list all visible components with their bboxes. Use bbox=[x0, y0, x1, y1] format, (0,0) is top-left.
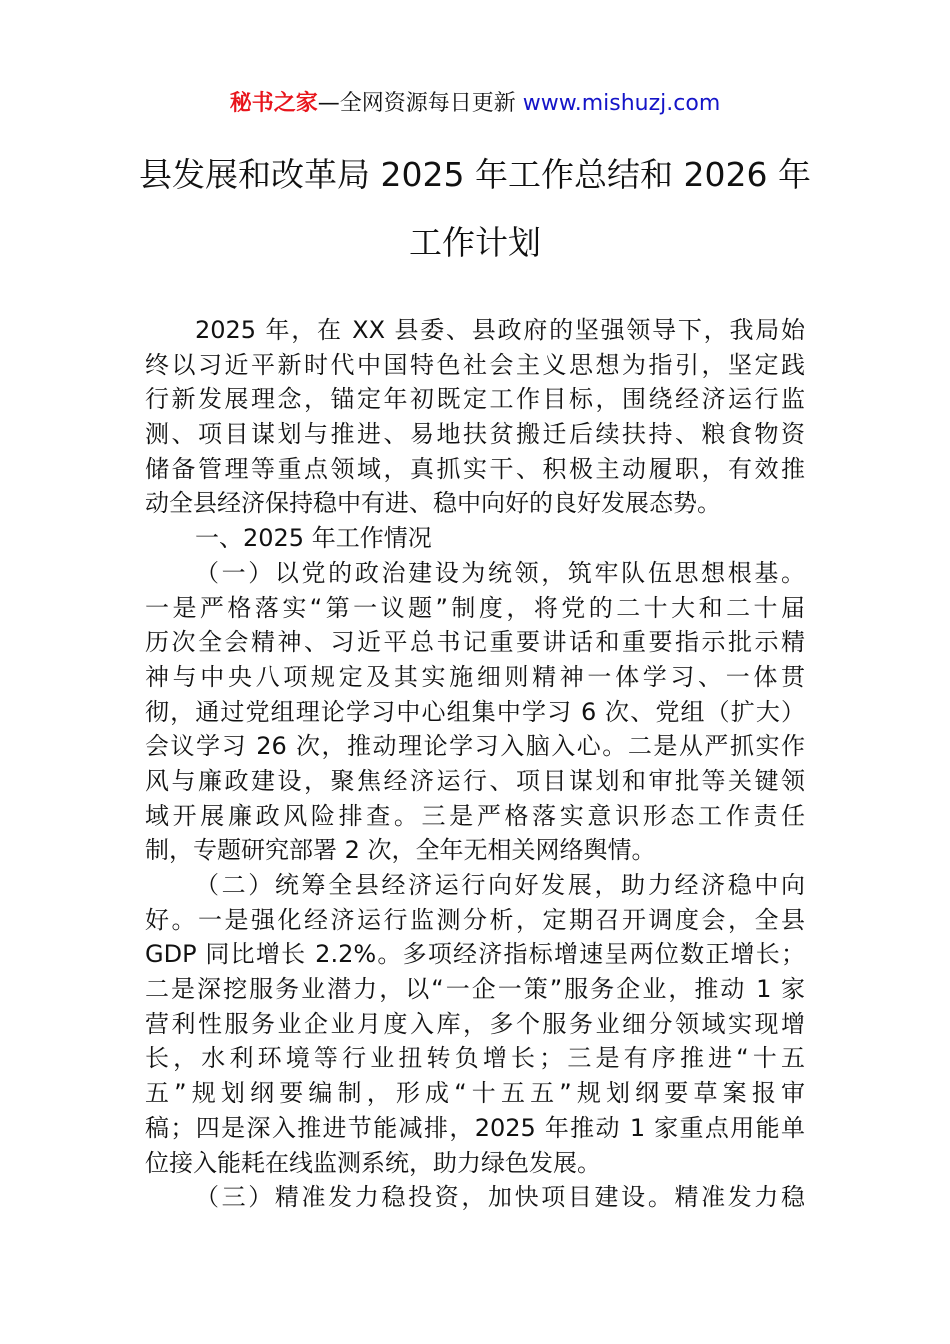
body-text-line: 动全县经济保持稳中有进、稳中向好的良好发展态势。 bbox=[145, 489, 721, 518]
body-text-line: 五”规划纲要编制，形成“十五五”规划纲要草案报审 bbox=[145, 1079, 805, 1108]
body-text-line: 域开展廉政风险排查。三是严格落实意识形态工作责任 bbox=[145, 801, 805, 830]
body-text-line: GDP 同比增长 2.2%。多项经济指标增速呈两位数正增长； bbox=[145, 940, 805, 969]
body-text-line: 历次全会精神、习近平总书记重要讲话和重要指示批示精 bbox=[145, 628, 805, 657]
body-text-line: 神与中央八项规定及其实施细则精神一体学习、一体贯 bbox=[145, 662, 805, 691]
title-line-2: 工作计划 bbox=[409, 223, 541, 262]
title-line-1: 县发展和改革局 2025 年工作总结和 2026 年 bbox=[139, 155, 811, 194]
body-text-line: 终以习近平新时代中国特色社会主义思想为指引，坚定践 bbox=[145, 350, 805, 379]
body-text-line: 彻，通过党组理论学习中心组集中学习 6 次、党组（扩大） bbox=[145, 697, 805, 726]
body-text-line: 会议学习 26 次，推动理论学习入脑入心。二是从严抓实作 bbox=[145, 732, 805, 761]
body-text-line: 测、项目谋划与推进、易地扶贫搬迁后续扶持、粮食物资 bbox=[145, 420, 805, 449]
document-title bbox=[0, 141, 950, 277]
body-text-line: 风与廉政建设，聚焦经济运行、项目谋划和审批等关键领 bbox=[145, 766, 805, 795]
site-url-link[interactable]: www.mishuzj.com bbox=[522, 91, 721, 116]
site-banner bbox=[0, 88, 950, 120]
body-text-line: 制，专题研究部署 2 次，全年无相关网络舆情。 bbox=[145, 836, 656, 865]
body-text-line: 位接入能耗在线监测系统，助力绿色发展。 bbox=[145, 1148, 601, 1177]
brand-name: 秘书之家 bbox=[229, 91, 318, 116]
body-text-line: 一、2025 年工作情况 bbox=[195, 524, 432, 553]
body-text-line: 2025 年，在 XX 县委、县政府的坚强领导下，我局始 bbox=[195, 316, 805, 344]
body-text-line: （一）以党的政治建设为统领，筑牢队伍思想根基。 bbox=[195, 558, 805, 587]
body-text-line: （二）统筹全县经济运行向好发展，助力经济稳中向 bbox=[195, 871, 805, 899]
document-body bbox=[145, 313, 805, 1215]
body-text-line: 行新发展理念，锚定年初既定工作目标，围绕经济运行监 bbox=[145, 385, 805, 414]
banner-slogan: —全网资源每日更新 bbox=[317, 91, 523, 116]
body-text-line: 好。一是强化经济运行监测分析，定期召开调度会，全县 bbox=[145, 905, 805, 934]
body-text-line: 一是严格落实“第一议题”制度，将党的二十大和二十届 bbox=[145, 593, 805, 622]
body-text-line: （三）精准发力稳投资，加快项目建设。精准发力稳 bbox=[195, 1183, 805, 1212]
body-text-line: 二是深挖服务业潜力，以“一企一策”服务企业，推动 1 家 bbox=[145, 975, 805, 1004]
body-text-line: 储备管理等重点领域，真抓实干、积极主动履职，有效推 bbox=[145, 454, 805, 483]
body-text-line: 长，水利环境等行业扭转负增长；三是有序推进“十五 bbox=[145, 1044, 805, 1073]
body-text-line: 营利性服务业企业月度入库，多个服务业细分领域实现增 bbox=[145, 1009, 805, 1038]
body-text-line: 稿；四是深入推进节能减排，2025 年推动 1 家重点用能单 bbox=[145, 1113, 805, 1142]
